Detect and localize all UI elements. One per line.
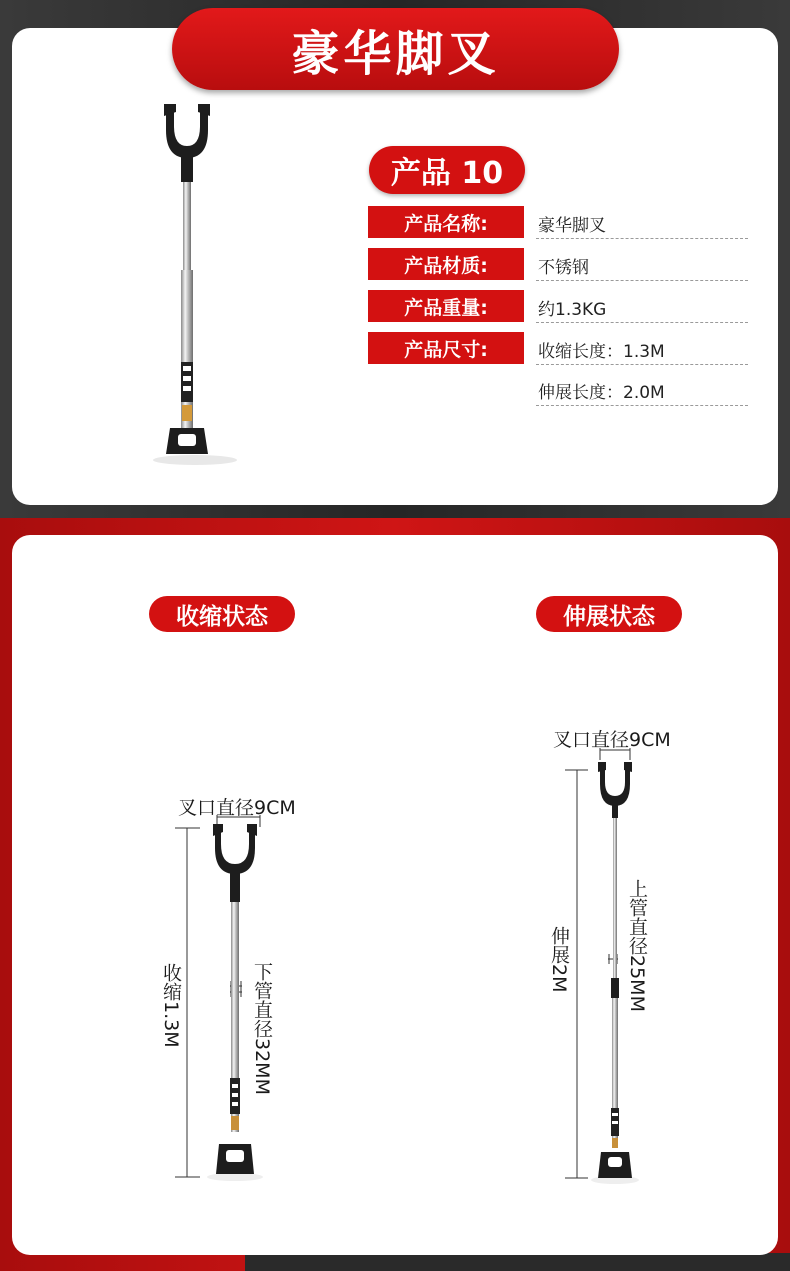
- retracted-tube-diameter: 下管直径32MM: [251, 962, 273, 1095]
- foot-fork-product-image: [150, 100, 240, 470]
- spec-value-extended-length: 伸展长度：2.0M: [536, 376, 748, 406]
- spec-label-size: 产品尺寸:: [368, 332, 524, 364]
- spec-label-name: 产品名称:: [368, 206, 524, 238]
- retracted-state-label: 收缩状态: [149, 596, 295, 632]
- retracted-fork-diameter: 叉口直径9CM: [178, 797, 296, 819]
- spec-value-name: 豪华脚叉: [536, 209, 748, 239]
- page-title: 豪华脚叉: [172, 8, 619, 90]
- extended-length: 伸展2M: [548, 926, 570, 993]
- product-number-badge: 产品 10: [369, 146, 525, 194]
- spec-value-retracted-length: 收缩长度：1.3M: [536, 335, 748, 365]
- spec-value-weight: 约1.3KG: [536, 293, 748, 323]
- spec-label-material: 产品材质:: [368, 248, 524, 280]
- extended-fork-diameter: 叉口直径9CM: [553, 729, 671, 751]
- spec-value-material: 不锈钢: [536, 251, 748, 281]
- retracted-length: 收缩1.3M: [160, 963, 182, 1048]
- extended-state-label: 伸展状态: [536, 596, 682, 632]
- spec-label-weight: 产品重量:: [368, 290, 524, 322]
- extended-tube-diameter: 上管直径25MM: [626, 879, 648, 1012]
